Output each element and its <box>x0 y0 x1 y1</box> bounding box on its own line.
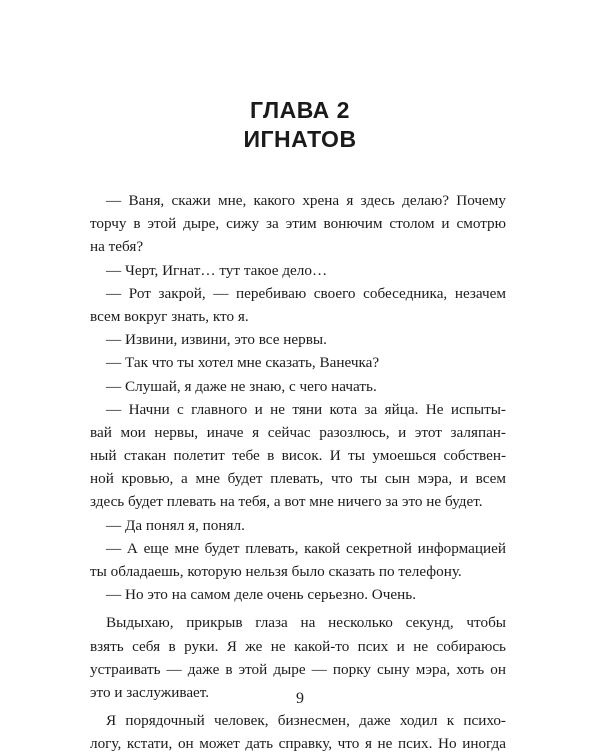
text-line: Выдыхаю, прикрыв глаза на несколько секунд, чтобы <box>106 614 506 632</box>
text-line: — Извини, извини, это все нервы. <box>106 331 327 349</box>
text-line: ный стакан полетит тебе в висок. И ты умоешься собствен- <box>90 447 506 465</box>
page-number: 9 <box>296 690 304 707</box>
chapter-title: ИГНАТОВ <box>243 126 357 152</box>
text-line: — Но это на самом деле очень серьезно. Очень. <box>106 586 416 604</box>
text-line: это и заслуживает. <box>90 683 210 701</box>
text-line: — Рот закрой, — перебиваю своего собеседника, незачем <box>106 284 506 302</box>
text-line: здесь будет плевать на тебя, а вот мне ничего за это не будет. <box>90 493 483 511</box>
text-line: — Слушай, я даже не знаю, с чего начать. <box>106 377 377 395</box>
text-line: — Начни с главного и не тяни кота за яйца. Не испыты- <box>106 400 506 418</box>
text-line: вай мои нервы, иначе я сейчас разозлюсь, и этот заляпан- <box>90 423 506 441</box>
text-line: всем вокруг знать, кто я. <box>90 307 249 325</box>
chapter-heading <box>0 96 600 154</box>
text-line: на тебя? <box>90 238 144 256</box>
text-line: — Да понял я, понял. <box>106 516 245 534</box>
text-line: Я порядочный человек, бизнесмен, даже ходил к психо- <box>106 712 506 730</box>
text-line: торчу в этой дыре, сижу за этим вонючим столом и смотрю <box>90 215 506 233</box>
text-line: устраивать — даже в этой дыре — порку сыну мэра, хоть он <box>90 660 506 678</box>
text-line: — Ваня, скажи мне, какого хрена я здесь делаю? Почему <box>106 192 506 209</box>
text-line: взять себя в руки. Я же не какой-то псих и не собираюсь <box>90 637 506 655</box>
text-line: — А еще мне будет плевать, какой секретной информацией <box>106 539 506 557</box>
chapter-number: ГЛАВА 2 <box>250 97 350 123</box>
text-line: — Так что ты хотел мне сказать, Ванечка? <box>106 354 380 372</box>
text-line: ной кровью, а мне будет плевать, что ты сын мэра, и всем <box>90 470 506 488</box>
text-line: ты обладаешь, которую нельзя было сказать по телефону. <box>90 563 462 580</box>
text-line: — Черт, Игнат… тут такое дело… <box>106 261 328 279</box>
body-text <box>90 189 506 756</box>
text-line: логу, кстати, он может дать справку, что я не псих. Но иногда <box>90 735 506 753</box>
